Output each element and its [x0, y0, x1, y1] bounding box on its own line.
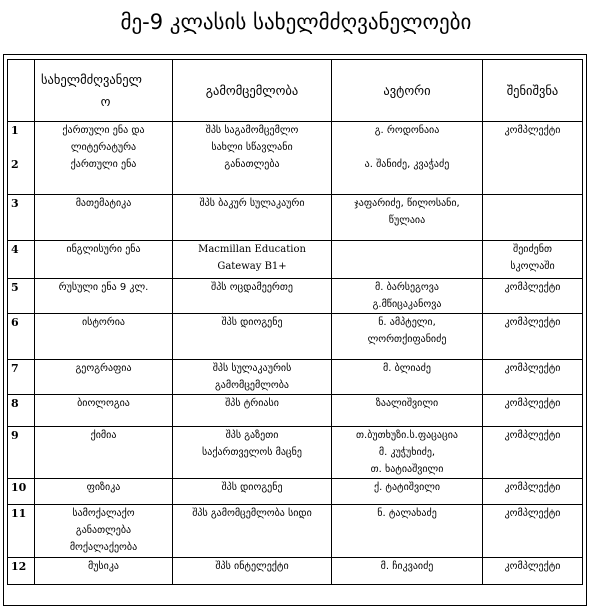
table-row [8, 360, 583, 395]
row-number: 3 [8, 195, 35, 241]
note-cell: კომპლექტი [483, 395, 583, 427]
row-number: 1 2 [8, 122, 35, 195]
table-row [8, 427, 583, 479]
header-subject-line1: სახელმძღვანელ [41, 71, 142, 87]
document-title: მე-9 კლასის სახელმძღვანელოები [120, 10, 472, 34]
publisher-cell: შპს დიოგენე [173, 479, 332, 505]
author-cell: ნ. ამპტელი, ლორთქიფანიძე [332, 314, 483, 360]
publisher-cell: შპს ტრიასი [173, 395, 332, 427]
row-number: 12 [8, 558, 35, 585]
note-cell: კომპლექტი [483, 427, 583, 479]
note-cell [483, 195, 583, 241]
note-cell: კომპლექტი [483, 314, 583, 360]
subject-cell: ფიზიკა [35, 479, 173, 505]
author-cell: მ. ჩიკვაიძე [332, 558, 483, 585]
header-subject-line2: ო [100, 93, 111, 109]
subject-cell: ინგლისური ენა [35, 241, 173, 279]
publisher-cell: შპს გაზეთი საქართველოს მაცნე [173, 427, 332, 479]
subject-cell: ისტორია [35, 314, 173, 360]
row-number: 4 [8, 241, 35, 279]
header-num [8, 60, 35, 122]
table-row [8, 558, 583, 585]
publisher-cell: Macmillan Education Gateway B1+ [173, 241, 332, 279]
header-note: შენიშვნა [483, 60, 583, 122]
subject-cell: სამოქალაქო განათლება მოქალაქეობა [35, 505, 173, 558]
publisher-cell: შპს სულაკაურის გამომცემლობა [173, 360, 332, 395]
author-cell: ჯაფარიძე, წილოსანი, წულაია [332, 195, 483, 241]
author-cell [332, 241, 483, 279]
table-row [8, 395, 583, 427]
note-cell: კომპლექტი [483, 558, 583, 585]
note-cell: კომპლექტი [483, 360, 583, 395]
author-cell: მ. ბლიაძე [332, 360, 483, 395]
author-cell: ქ. ტატიშვილი [332, 479, 483, 505]
row-number: 9 [8, 427, 35, 479]
row-number: 10 [8, 479, 35, 505]
table-row [8, 314, 583, 360]
subject-cell: რუსული ენა 9 კლ. [35, 279, 173, 314]
subject-cell: ქიმია [35, 427, 173, 479]
author-cell: მ. ბარსეგოვა გ.მწიცაკანოვა [332, 279, 483, 314]
author-cell: ნ. ტალახაძე [332, 505, 483, 558]
subject-cell: ბიოლოგია [35, 395, 173, 427]
subject-cell: გეოგრაფია [35, 360, 173, 395]
note-cell: კომპლექტი [483, 505, 583, 558]
author-cell: თ.ბუთხუზი.ს.ფაცაცია მ. კუჭუხიძე, თ. ხატიაშვილი [332, 427, 483, 479]
note-cell: კომპლექტი [483, 479, 583, 505]
table-row [8, 241, 583, 279]
table-row [8, 505, 583, 558]
table-row [8, 279, 583, 314]
note-cell: შეიძენთ სკოლაში [483, 241, 583, 279]
row-number: 8 [8, 395, 35, 427]
row-number: 6 [8, 314, 35, 360]
header-author: ავტორი [332, 60, 483, 122]
note-cell: კომპლექტი [483, 122, 583, 195]
publisher-cell: შპს ბაკურ სულაკაური [173, 195, 332, 241]
subject-cell: მათემატიკა [35, 195, 173, 241]
publisher-cell: შპს ინტელექტი [173, 558, 332, 585]
header-publisher: გამომცემლობა [173, 60, 332, 122]
table-row [8, 195, 583, 241]
row-number: 5 [8, 279, 35, 314]
row-number: 7 [8, 360, 35, 395]
subject-cell: მუსიკა [35, 558, 173, 585]
textbook-table [7, 59, 583, 585]
header-subject [35, 60, 173, 122]
publisher-cell: შპს საგამომცემლო სახლი სწავლანი განათლება [173, 122, 332, 195]
row-number: 11 [8, 505, 35, 558]
table-row [8, 122, 583, 195]
note-cell: კომპლექტი [483, 279, 583, 314]
publisher-cell: შპს დიოგენე [173, 314, 332, 360]
author-cell: გ. როდონაია ა. შანიძე, კვაჭაძე [332, 122, 483, 195]
publisher-cell: შპს გამომცემლობა სიდი [173, 505, 332, 558]
subject-cell: ქართული ენა და ლიტერატურა ქართული ენა [35, 122, 173, 195]
author-cell: ზაალიშვილი [332, 395, 483, 427]
publisher-cell: შპს ოცდამეერთე [173, 279, 332, 314]
header-row [8, 60, 583, 122]
table-row [8, 479, 583, 505]
